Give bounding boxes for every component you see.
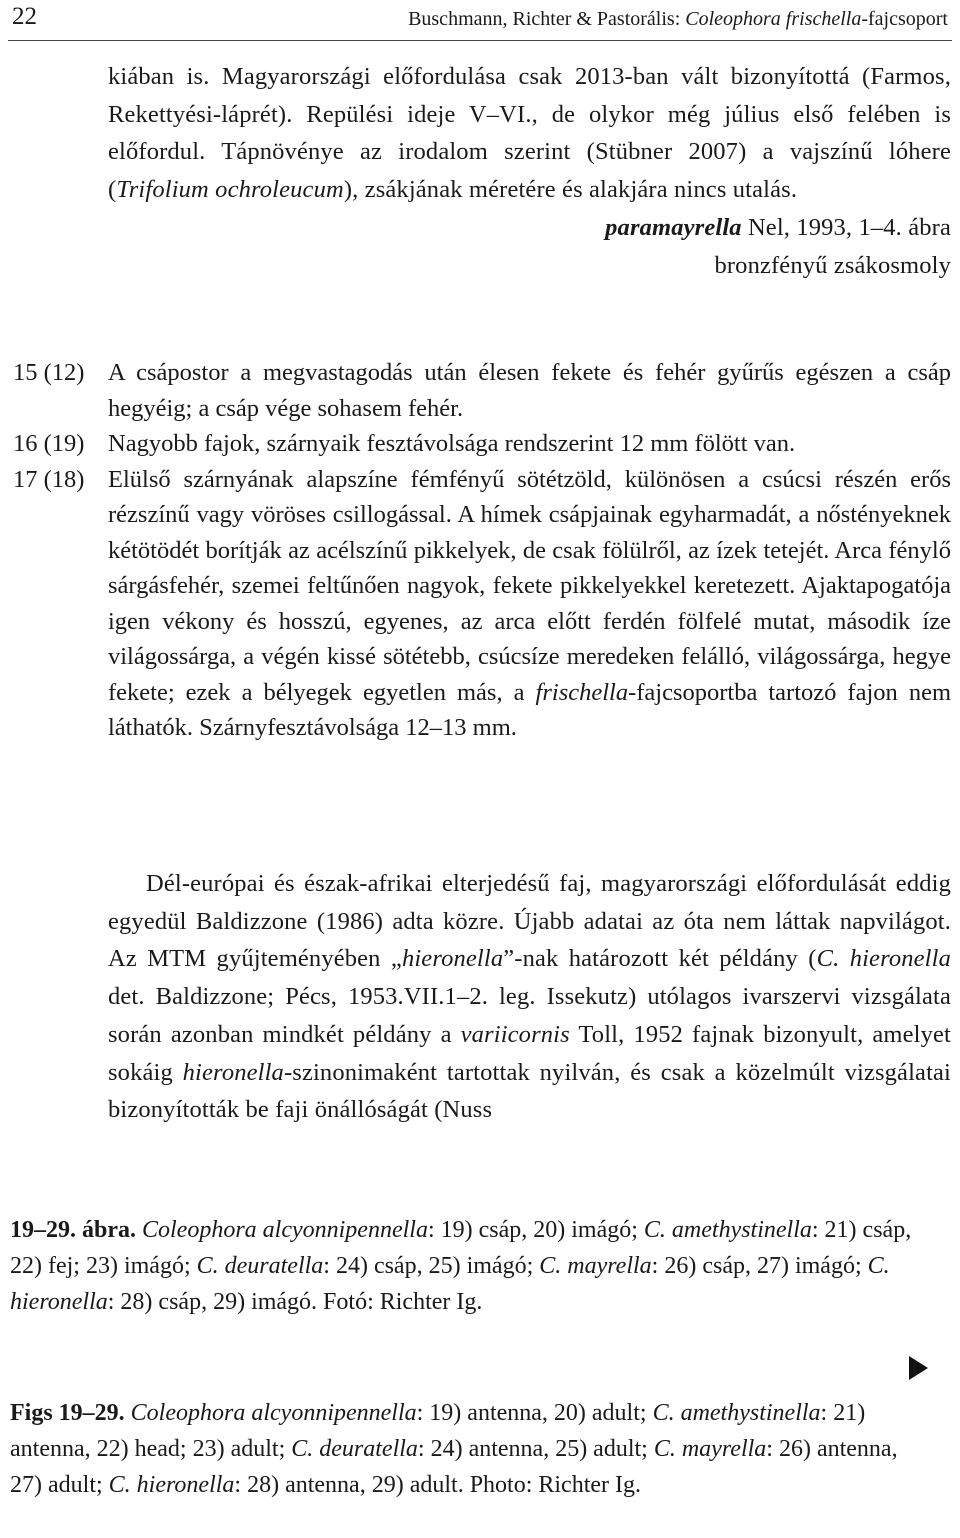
dist-text: -szinonimaként tartottak nyilván, és csak a közelmúlt vizsgálatai bizonyították be faji önállóságát (Nuss [108,1058,952,1124]
caption-species: C. amethystinella [643,1217,812,1243]
key-text: Nagyobb fajok, szárnyaik fesztávolsága rendszerint 12 mm fölött van. [108,430,796,457]
running-head-species: Coleophora frischella [685,8,862,30]
caption-species: C. hieronella [10,1253,890,1315]
intro-paragraph [108,58,951,284]
key-item [13,426,951,462]
dist-italic: variicornis [460,1020,570,1048]
caption-text: : 28) csáp, 29) imágó. Fotó: Richter Ig. [107,1289,483,1315]
caption-species: C. mayrella [653,1436,767,1462]
caption-text: : 28) antenna, 29) adult. Photo: Richter Ig. [234,1472,642,1498]
dist-text: Toll, 1952 fajnak bizonyult, amelyet sokáig [108,1020,951,1086]
key-text-italic: frischella [535,678,629,706]
dist-italic: hieronella [182,1058,284,1086]
caption-species: C. mayrella [539,1253,652,1279]
intro-text-part: kiában is. Magyarországi előfordulása csak 2013-ban vált bizonyítottá (Farmos, Rekettyési-láprét). Repülési ideje V–VI., de olykor még július első felében is előfordul. Tápnövénye az irodalom szerint (Stübner 2007) a vajszínű lóhere ( [108,63,951,204]
caption-species: Coleophora alcyonnipennella [130,1400,417,1426]
key-text-end: -fajcsoportba tartozó fajon nem láthatók. Szárnyfesztávolsága 12–13 mm. [108,678,951,741]
key-text: A csápostor a megvastagodás után élesen fekete és fehér gyűrűs egészen a csáp hegyéig; a csáp vége sohasem fehér. [108,359,951,422]
caption-label: Figs 19–29. [10,1400,125,1426]
caption-text: : 19) csáp, 20) imágó; [427,1217,644,1243]
dist-text: Dél-európai és észak-afrikai elterjedésű faj, magyarországi előfordulását eddig egyedül Baldizzone (1986) adta közre. Újabb adatai az óta nem láttak napvilágot. Az MTM gyűjteményében „ [108,870,951,973]
caption-text: : 19) antenna, 20) adult; [416,1400,653,1426]
intro-text [108,58,951,209]
caption-text: : 21) antenna, 22) head; 23) adult; [10,1400,866,1462]
caption-label: 19–29. ábra. [10,1217,136,1243]
dist-text: det. Baldizzone; Pécs, 1953.VII.1–2. leg. Issekutz) utólagos ivarszervi vizsgálata során azonban mindkét példány a [108,983,951,1048]
dist-italic: C. hieronella [816,945,951,973]
key-item [13,462,951,746]
figure-caption-hungarian [10,1212,925,1320]
common-name: bronzfényű zsákosmoly [714,251,951,279]
caption-species: C. hieronella [108,1472,235,1498]
key-item [13,355,951,426]
distribution-paragraph [108,865,951,1129]
caption-text: : 26) antenna, 27) adult; [10,1436,898,1498]
caption-text: : 26) csáp, 27) imágó; [651,1253,868,1279]
identification-key [13,355,951,746]
key-number: 17 (18) [13,465,85,493]
running-head [408,6,948,32]
caption-text: : 21) csáp, 22) fej; 23) imágó; [10,1217,912,1279]
dist-italic: hieronella [401,945,504,973]
caption-species: C. deuratella [196,1253,324,1279]
host-plant-name: Trifolium ochroleucum [116,176,344,204]
key-number: 16 (19) [13,430,85,457]
species-name: paramayrella [605,213,742,241]
key-text: Elülső szárnyának alapszíne fémfényű sötétzöld, különösen a csúcsi részén erős rézszínű vagy vöröses csillogással. A hímek csápjainak egyharmadát, a nőstényeknek kétötödét borítják az acélszínű pikkelyek, de csak fölülről, az ízek tetejét. Arca fénylő sárgásfehér, szemei feltűnően nagyok, fekete pikkelyekkel keretezett. Ajaktapogatója igen vékony és hosszú, egyenes, az arca előtt ferdén fölfelé mutat, második íze világossárga, a végén kissé sötétebb, csúcsíze meredeken felálló, világossárga, hegye fekete; ezek a bélyegek egyetlen más, a [108,465,951,706]
page-header [8,0,952,41]
caption-species: C. deuratella [291,1436,418,1462]
caption-species: C. amethystinella [652,1400,821,1426]
intro-text-end: ), zsákjának méretére és alakjára nincs utalás. [343,176,798,204]
key-number: 15 (12) [13,359,85,386]
figure-caption-english [10,1395,925,1503]
species-heading [108,209,951,247]
running-head-authors: Buschmann, Richter & Pastorális: [408,8,686,30]
caption-species: Coleophora alcyonnipennella [142,1217,428,1243]
continue-arrow-icon [909,1356,928,1380]
page-number: 22 [12,3,37,30]
caption-text: : 24) csáp, 25) imágó; [323,1253,540,1279]
dist-text: ”-nak határozott két példány ( [503,945,817,973]
running-head-suffix: -fajcsoport [861,8,948,30]
caption-text: : 24) antenna, 25) adult; [417,1436,654,1462]
species-author: Nel, 1993, 1–4. ábra [741,213,951,241]
